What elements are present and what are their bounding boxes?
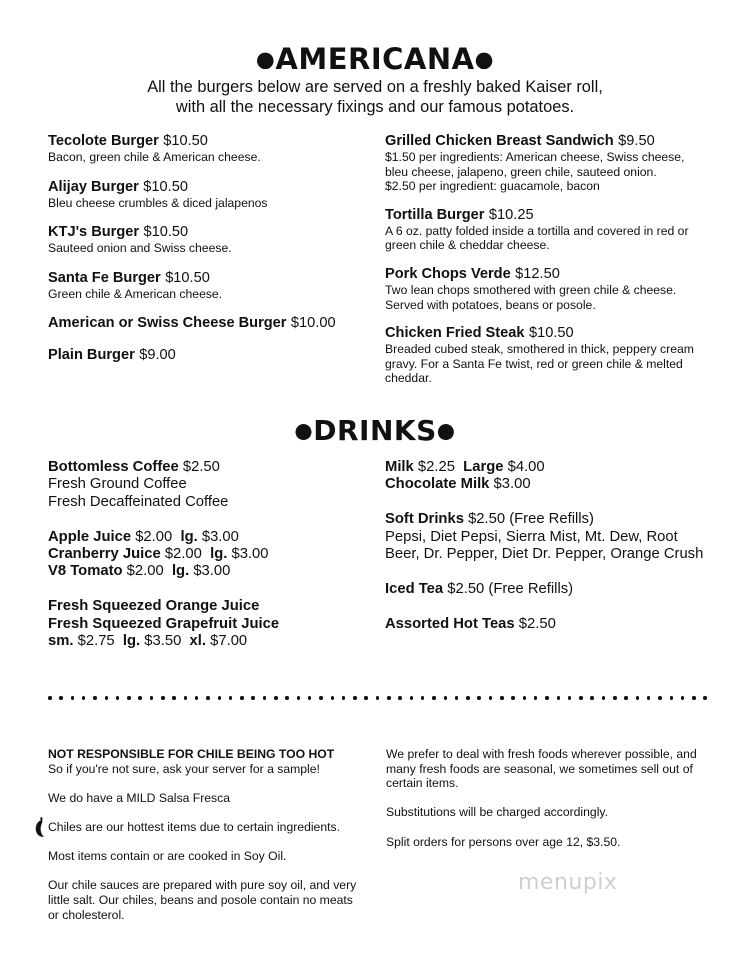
item-name: Alijay Burger: [48, 178, 139, 195]
divider-dot: [568, 696, 572, 700]
coffee-option: Fresh Ground Coffee: [48, 476, 187, 493]
divider-dot: [82, 696, 86, 700]
note-line: So if you're not sure, ask your server for a sample!: [48, 761, 320, 776]
drinks-right-column: [385, 459, 715, 633]
divider-dot: [93, 696, 97, 700]
divider-dot: [319, 696, 323, 700]
divider-dot: [692, 696, 696, 700]
item-price: $10.50: [143, 178, 188, 195]
divider-dot: [670, 696, 674, 700]
item-desc: Bleu cheese crumbles & diced jalapenos: [48, 195, 268, 210]
divider-dot: [523, 696, 527, 700]
divider-dot: [681, 696, 685, 700]
divider-dot: [172, 696, 176, 700]
divider-dot: [703, 696, 707, 700]
bullet-dot-icon: ●: [255, 47, 276, 73]
divider-dot: [116, 696, 120, 700]
divider-dot: [477, 696, 481, 700]
divider-dot: [387, 696, 391, 700]
item-desc: Bacon, green chile & American cheese.: [48, 150, 261, 164]
chocolate-milk-line: Chocolate Milk $3.00: [385, 476, 531, 493]
item-name: Chicken Fried Steak: [385, 325, 525, 342]
menu-item: [385, 265, 715, 312]
note-line: We prefer to deal with fresh foods wherever possible, and: [386, 747, 697, 761]
divider-dot: [398, 696, 402, 700]
divider-dot: [613, 696, 617, 700]
divider-dot: [455, 696, 459, 700]
item-desc: Green chile & American cheese.: [48, 286, 223, 301]
divider-dot: [308, 696, 312, 700]
menu-item: [48, 346, 368, 364]
menu-item: [48, 178, 368, 211]
item-desc: Sauteed onion and Swiss cheese.: [48, 241, 232, 256]
item-price: $9.00: [139, 347, 176, 364]
divider-dot: [364, 696, 368, 700]
bullet-dot-icon: ●: [474, 47, 495, 73]
fresh-juice-sizes: sm. $2.75 lg. $3.50 xl. $7.00: [48, 633, 248, 650]
divider-dot: [376, 696, 380, 700]
item-desc: bleu cheese, jalapeno, green chile, sauteed onion.: [385, 164, 657, 179]
divider-dot: [579, 696, 583, 700]
soft-drinks-list: Beer, Dr. Pepper, Diet Dr. Pepper, Orange Crush: [385, 546, 704, 563]
item-name: KTJ's Burger: [48, 224, 140, 241]
divider-dot: [138, 696, 142, 700]
item-price: $10.50: [165, 269, 210, 286]
note-line: Most items contain or are cooked in Soy Oil.: [48, 849, 287, 864]
bullet-dot-icon: ●: [294, 418, 314, 443]
drinks-left-column: [48, 459, 368, 650]
item-desc: A 6 oz. patty folded inside a tortilla and covered in red or: [385, 223, 689, 238]
dotted-divider: [48, 694, 706, 702]
americana-left-column: [48, 132, 368, 364]
fresh-juice-line: Fresh Squeezed Grapefruit Juice: [48, 615, 280, 632]
divider-dot: [557, 696, 561, 700]
divider-dot: [71, 696, 75, 700]
divider-dot: [410, 696, 414, 700]
note-line: Split orders for persons over age 12, $3.50.: [386, 834, 621, 849]
menu-item: [48, 223, 368, 256]
note-line: Our chile sauces are prepared with pure soy oil, and very: [48, 878, 357, 893]
coffee-option: Fresh Decaffeinated Coffee: [48, 493, 229, 510]
divider-dot: [511, 696, 515, 700]
divider-dot: [658, 696, 662, 700]
item-name: Grilled Chicken Breast Sandwich: [385, 133, 614, 149]
item-price: $10.00: [290, 315, 336, 332]
divider-dot: [331, 696, 335, 700]
divider-dot: [127, 696, 131, 700]
divider-dot: [602, 696, 606, 700]
divider-dot: [636, 696, 640, 700]
divider-dot: [342, 696, 346, 700]
notes-heading: NOT RESPONSIBLE FOR CHILE BEING TOO HOT: [48, 747, 335, 761]
item-desc: $1.50 per ingredients: American cheese, Swiss cheese,: [385, 150, 685, 164]
menupix-watermark: menupix: [518, 870, 618, 895]
divider-dot: [59, 696, 63, 700]
americana-subtitle-line2: with all the necessary fixings and our famous potatoes.: [175, 98, 575, 116]
notes-left-column: [48, 747, 368, 922]
divider-dot: [285, 696, 289, 700]
menu-item: [385, 324, 715, 386]
soft-drinks-line: Soft Drinks $2.50 (Free Refills): [385, 511, 594, 528]
item-name: Plain Burger: [48, 347, 135, 364]
note-line: or cholesterol.: [48, 907, 125, 922]
menu-item: [48, 314, 368, 332]
item-desc: green chile & cheddar cheese.: [385, 238, 550, 253]
item-desc: gravy. For a Santa Fe twist, red or green chile & melted: [385, 356, 683, 371]
divider-dot: [432, 696, 436, 700]
fresh-juice-line: Fresh Squeezed Orange Juice: [48, 598, 260, 615]
americana-title: ●AMERICANA●: [255, 42, 495, 76]
coffee-line: Bottomless Coffee $2.50: [48, 459, 220, 475]
drinks-title: ●DRINKS●: [294, 414, 456, 447]
note-line: certain items.: [386, 776, 459, 791]
divider-dot: [161, 696, 165, 700]
item-name: Tortilla Burger: [385, 206, 485, 223]
juice-line: Cranberry Juice $2.00 lg. $3.00: [48, 546, 269, 563]
soft-drinks-list: Pepsi, Diet Pepsi, Sierra Mist, Mt. Dew, Root: [385, 528, 678, 545]
divider-dot: [421, 696, 425, 700]
divider-dot: [195, 696, 199, 700]
divider-dot: [206, 696, 210, 700]
item-desc: cheddar.: [385, 371, 432, 386]
divider-dot: [229, 696, 233, 700]
menu-item: [385, 206, 715, 253]
divider-dot: [105, 696, 109, 700]
divider-dot: [297, 696, 301, 700]
item-price: $10.50: [528, 325, 574, 342]
divider-dot: [489, 696, 493, 700]
divider-dot: [251, 696, 255, 700]
item-name: Santa Fe Burger: [48, 269, 161, 286]
divider-dot: [353, 696, 357, 700]
item-desc: Breaded cubed steak, smothered in thick, peppery cream: [385, 342, 694, 357]
divider-dot: [590, 696, 594, 700]
item-price: $9.50: [618, 133, 655, 149]
item-desc: Two lean chops smothered with green chile & cheese.: [385, 282, 677, 297]
divider-dot: [444, 696, 448, 700]
iced-tea-line: Iced Tea $2.50 (Free Refills): [385, 580, 574, 597]
hot-teas-line: Assorted Hot Teas $2.50: [385, 615, 556, 632]
divider-dot: [150, 696, 154, 700]
note-line: little salt. Our chiles, beans and posole contain no meats: [48, 892, 353, 907]
menu-item: [385, 132, 715, 194]
item-desc: Served with potatoes, beans or posole.: [385, 297, 596, 312]
juice-line: Apple Juice $2.00 lg. $3.00: [48, 528, 239, 545]
divider-dot: [500, 696, 504, 700]
note-line: Chiles are our hottest items due to certain ingredients.: [48, 819, 340, 834]
item-price: $10.50: [143, 224, 189, 241]
divider-dot: [466, 696, 470, 700]
americana-right-column: [385, 132, 715, 386]
divider-dot: [624, 696, 628, 700]
divider-dot: [534, 696, 538, 700]
item-price: $12.50: [515, 265, 560, 282]
chile-pepper-icon: [34, 816, 46, 838]
item-name: Pork Chops Verde: [385, 265, 511, 282]
divider-dot: [48, 696, 52, 700]
item-name: Tecolote Burger: [48, 133, 159, 149]
note-line: We do have a MILD Salsa Fresca: [48, 790, 230, 805]
divider-dot: [274, 696, 278, 700]
milk-line: Milk $2.25 Large $4.00: [385, 459, 545, 475]
notes-right-column: [386, 747, 716, 849]
americana-subtitle-line1: All the burgers below are served on a freshly baked Kaiser roll,: [147, 78, 603, 96]
divider-dot: [263, 696, 267, 700]
divider-dot: [545, 696, 549, 700]
divider-dot: [240, 696, 244, 700]
menu-item: [48, 269, 368, 302]
item-price: $10.25: [488, 206, 534, 223]
item-desc: $2.50 per ingredient: guacamole, bacon: [385, 179, 600, 194]
menu-item: [48, 132, 368, 165]
divider-dot: [218, 696, 222, 700]
divider-dot: [647, 696, 651, 700]
bullet-dot-icon: ●: [436, 418, 456, 443]
item-name: American or Swiss Cheese Burger: [48, 315, 287, 332]
note-line: Substitutions will be charged accordingly.: [386, 805, 608, 820]
divider-dot: [184, 696, 188, 700]
item-price: $10.50: [163, 133, 208, 149]
juice-line: V8 Tomato $2.00 lg. $3.00: [48, 563, 231, 580]
note-line: many fresh foods are seasonal, we sometimes sell out of: [386, 761, 693, 776]
